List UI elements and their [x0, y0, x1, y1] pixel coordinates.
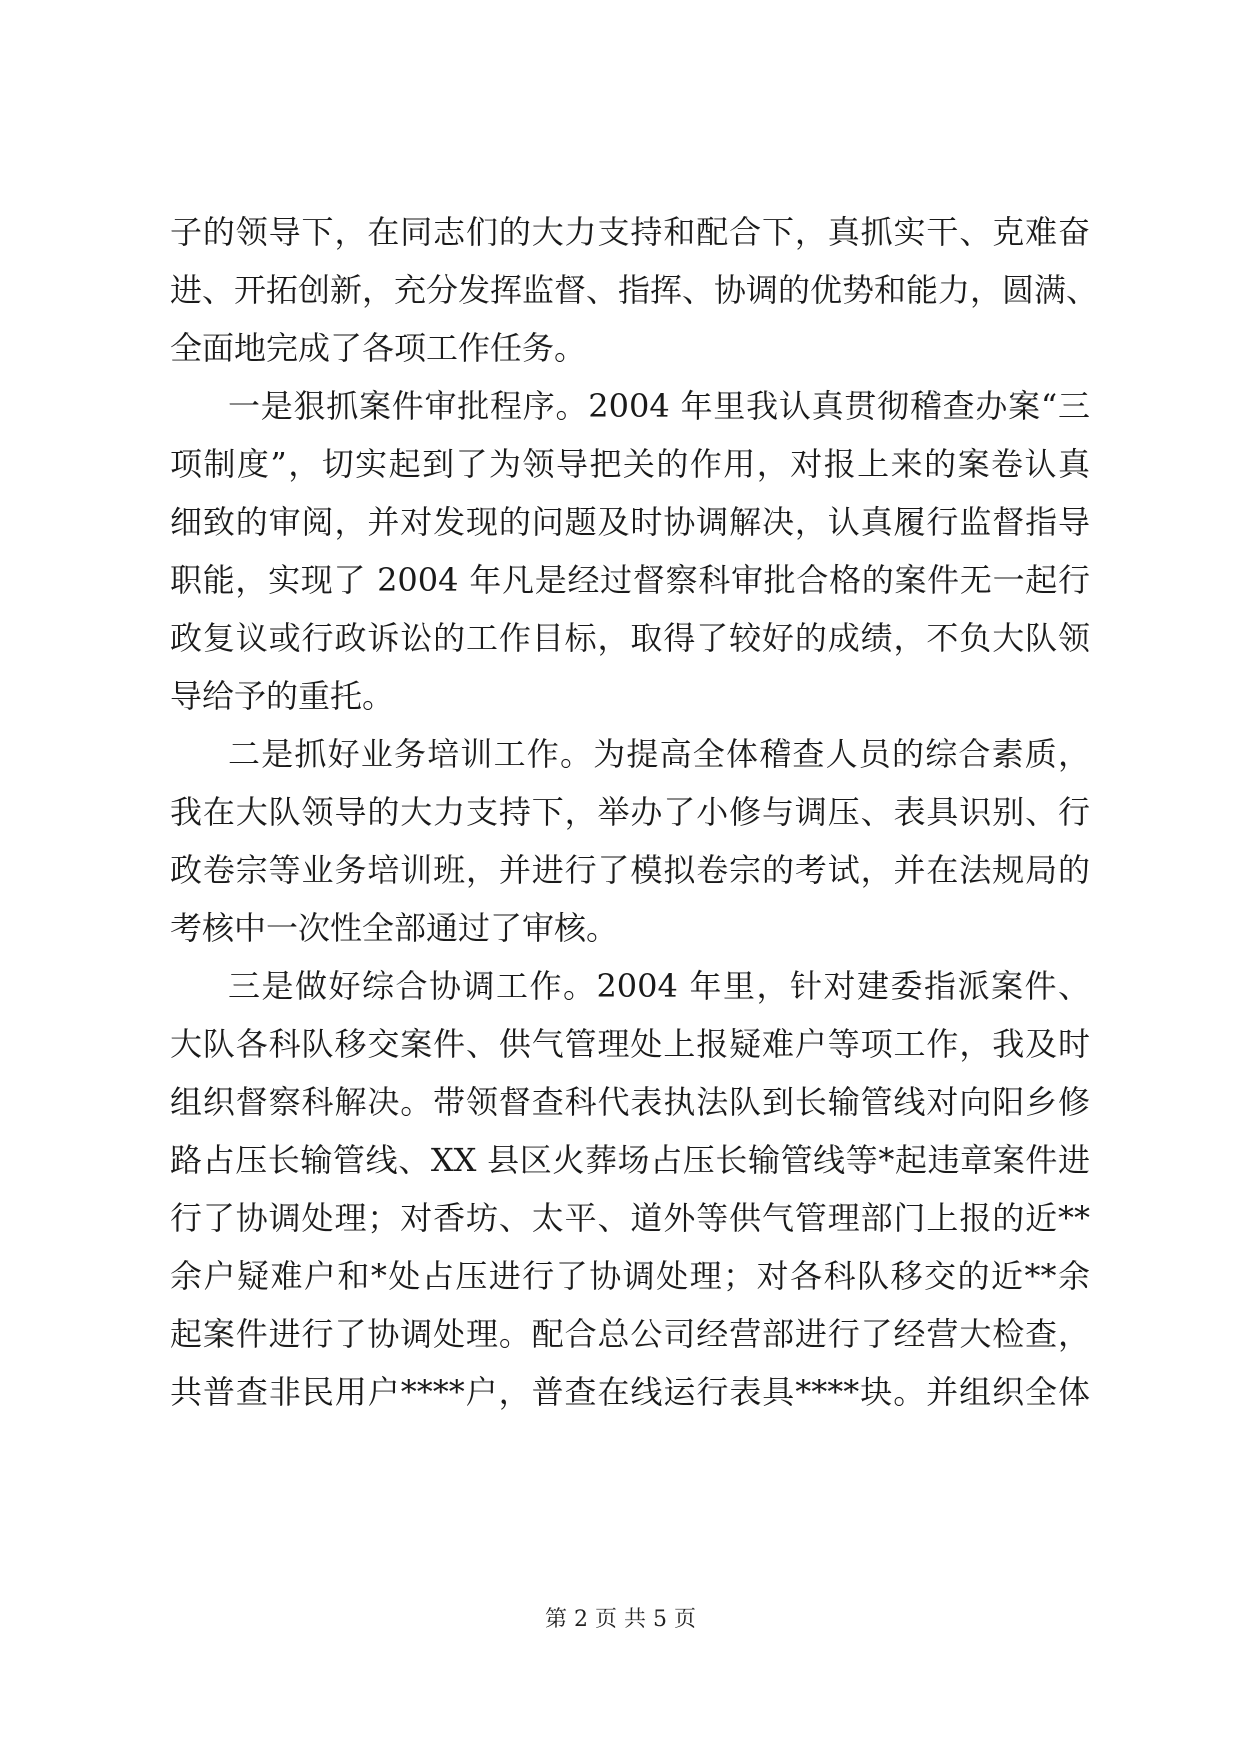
paragraph-4-line-1: 三是做好综合协调工作。2004 年里，针对建委指派案件、	[228, 967, 1090, 1005]
paragraph-4-line-5: 行了协调处理；对香坊、太平、道外等供气管理部门上报的近**	[170, 1199, 1090, 1237]
paragraph-2-line-4: 职能，实现了 2004 年凡是经过督察科审批合格的案件无一起行	[170, 561, 1090, 599]
paragraph-3-line-3: 政卷宗等业务培训班，并进行了模拟卷宗的考试，并在法规局的	[170, 851, 1090, 889]
page-number-footer: 第 2 页 共 5 页	[545, 1607, 696, 1632]
paragraph-3-line-1: 二是抓好业务培训工作。为提高全体稽查人员的综合素质，	[228, 735, 1090, 773]
paragraph-2-line-2: 项制度”，切实起到了为领导把关的作用，对报上来的案卷认真	[170, 445, 1090, 483]
paragraph-4-line-8: 共普查非民用户****户，普查在线运行表具****块。并组织全体	[170, 1373, 1090, 1411]
paragraph-2-line-6: 导给予的重托。	[170, 677, 395, 715]
paragraph-1-line-2: 进、开拓创新，充分发挥监督、指挥、协调的优势和能力，圆满、	[170, 271, 1099, 309]
paragraph-2-line-1: 一是狠抓案件审批程序。2004 年里我认真贯彻稽查办案“三	[228, 387, 1090, 425]
paragraph-2-line-3: 细致的审阅，并对发现的问题及时协调解决，认真履行监督指导	[170, 503, 1090, 541]
paragraph-4-line-3: 组织督察科解决。带领督查科代表执法队到长输管线对向阳乡修	[170, 1083, 1090, 1121]
paragraph-3-line-2: 我在大队领导的大力支持下，举办了小修与调压、表具识别、行	[170, 793, 1090, 831]
paragraph-4-line-2: 大队各科队移交案件、供气管理处上报疑难户等项工作，我及时	[170, 1025, 1090, 1063]
paragraph-4-line-4: 路占压长输管线、XX 县区火葬场占压长输管线等*起违章案件进	[170, 1141, 1090, 1179]
paragraph-2-line-5: 政复议或行政诉讼的工作目标，取得了较好的成绩，不负大队领	[170, 619, 1090, 657]
paragraph-1-line-3: 全面地完成了各项工作任务。	[170, 329, 587, 367]
paragraph-4-line-6: 余户疑难户和*处占压进行了协调处理；对各科队移交的近**余	[170, 1257, 1090, 1295]
paragraph-4-line-7: 起案件进行了协调处理。配合总公司经营部进行了经营大检查，	[170, 1315, 1090, 1353]
paragraph-1-line-1: 子的领导下，在同志们的大力支持和配合下，真抓实干、克难奋	[170, 213, 1090, 251]
paragraph-3-line-4: 考核中一次性全部通过了审核。	[170, 909, 619, 947]
